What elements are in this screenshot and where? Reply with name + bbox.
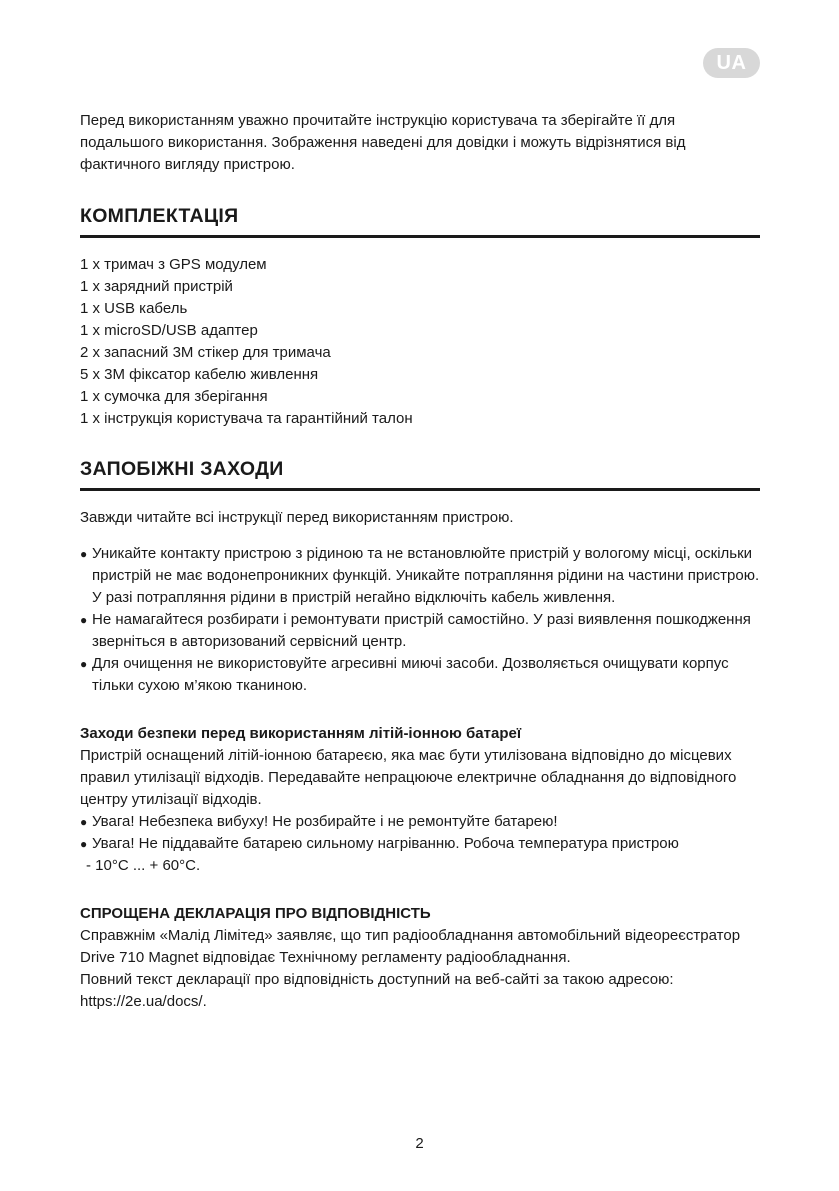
battery-paragraph: Пристрій оснащений літій-іонною батареєю, яка має бути утилізована відповідно до місцевих правил утилізації відходів. Передавайте непрацююче електричне обладнання до відповідного центру утилізації відходів. [80,747,737,808]
list-item [80,833,760,855]
section-title-zapobizhni: ЗАПОБІЖНІ ЗАХОДИ [80,458,760,491]
list-item: 1 х тримач з GPS модулем [80,256,267,273]
list-item: 1 х інструкція користувача та гарантійний талон [80,410,413,427]
temperature-range: - 10°C ... + 60°C. [86,857,201,874]
document-body [80,110,760,1013]
bullet-text: Уникайте контакту пристрою з рідиною та не встановлюйте пристрій у вологому місці, оскільки пристрій не має водонепроникних функцій. Уникайте потрапляння рідини на частини пристрою. У разі потрапляння рідини в пристрій негайно відключіть кабель живлення. [92,545,760,606]
page-number: 2 [415,1135,424,1152]
list-item [80,543,760,609]
bullet-dot-icon: ● [80,837,88,851]
list-item: 1 х зарядний пристрій [80,278,233,295]
list-item [80,609,760,653]
bullet-text: Для очищення не використовуйте агресивні миючі засоби. Дозволяється очищувати корпус тільки сухою м’якою тканиною. [92,655,729,694]
list-item [80,653,760,697]
bullet-dot-icon: ● [80,657,88,671]
section-title-komplektatsiia: КОМПЛЕКТАЦІЯ [80,205,760,238]
list-item: 1 х USB кабель [80,300,188,317]
list-item: 1 х microSD/USB адаптер [80,322,258,339]
bullet-text: Не намагайтеся розбирати і ремонтувати пристрій самостійно. У разі виявлення пошкодження зверніться в авторизований сервісний центр. [92,611,751,650]
always-read-paragraph: Завжди читайте всі інструкції перед використанням пристрою. [80,509,514,526]
bullet-dot-icon: ● [80,613,88,627]
language-badge: UA [703,48,760,78]
bullet-text: Увага! Не піддавайте батарею сильному нагріванню. Робоча температура пристрою [92,835,679,852]
package-contents-list [80,254,760,430]
safety-bullet-list [80,543,760,697]
list-item [80,811,760,833]
list-item: 5 х 3M фіксатор кабелю живлення [80,366,319,383]
bullet-dot-icon: ● [80,815,88,829]
intro-paragraph: Перед використанням уважно прочитайте інструкцію користувача та зберігайте її для подальшого використання. Зображення наведені для довідки і можуть відрізнятися від фактичного вигляду пристрою. [80,112,686,173]
list-item: 2 х запасний 3M стікер для тримача [80,344,331,361]
declaration-paragraph: Справжнім «Малід Лімітед» заявляє, що тип радіообладнання автомобільний відеореєстратор Drive 710 Magnet відповідає Технічному регламенту радіообладнання. [80,927,741,966]
battery-safety-title: Заходи безпеки перед використанням літій-іонною батареї [80,725,522,742]
list-item: 1 х сумочка для зберігання [80,388,268,405]
battery-bullet-list [80,811,760,855]
bullet-dot-icon: ● [80,547,88,561]
declaration-link-paragraph: Повний текст декларації про відповідність доступний на веб-сайті за такою адресою: https://2e.ua/docs/. [80,971,674,1010]
declaration-title: СПРОЩЕНА ДЕКЛАРАЦІЯ ПРО ВІДПОВІДНІСТЬ [80,905,431,922]
bullet-text: Увага! Небезпека вибуху! Не розбирайте і не ремонтуйте батарею! [92,813,558,830]
